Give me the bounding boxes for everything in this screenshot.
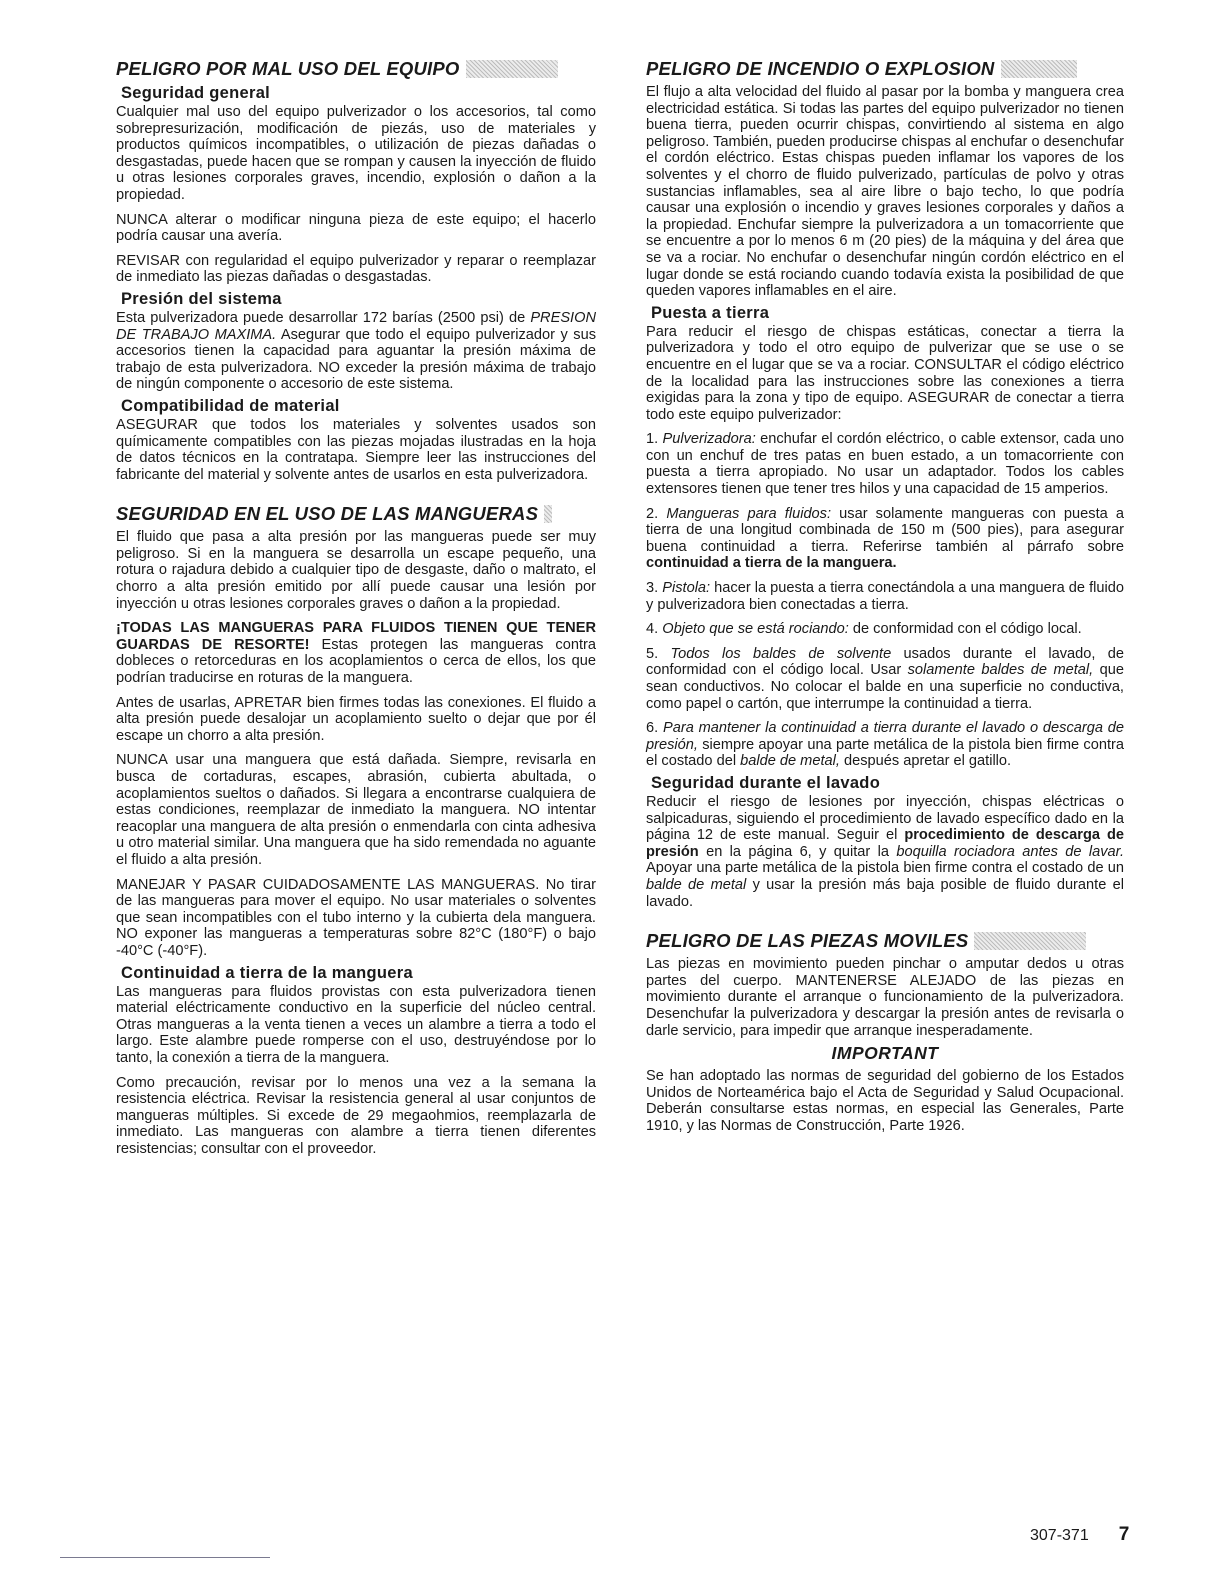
subheading-system-pressure: Presión del sistema (121, 289, 282, 308)
paragraph: Esta pulverizadora puede desarrollar 172 barías (2500 psi) de PRESION DE TRABAJO MAXIMA. Asegurar que todo el equipo pulverizador y sus accesorios tienen la capacidad para aguantar la presión máxima de trabajo de esta pulverizadora. NO exceder la presión máxima de trabajo de ningún componente o accesorio de este sistema. (116, 309, 597, 393)
section-title-moving-parts: PELIGRO DE LAS PIEZAS MOVILES (646, 930, 1124, 952)
paragraph: Antes de usarlas, APRETAR bien firmes todas las conexiones. El fluido a alta presión puede desalojar un acoplamiento suelto o dejar que por él escape un chorro a alta presión. (116, 694, 596, 744)
list-item: 5. Todos los baldes de solvente usados durante el lavado, de conformidad con el código local. Usar solamente baldes de metal, que sean conductivos. No colocar el balde en una superficie no conductiva, como papel o cartón, que interrumpe la continuidad a tierra. (646, 645, 1125, 712)
shaded-bar (974, 932, 1086, 950)
section-title-hoses: SEGURIDAD EN EL USO DE LAS MANGUERAS (116, 503, 596, 525)
left-column (116, 58, 596, 1165)
subheading-flushing-safety: Seguridad durante el lavado (651, 773, 881, 792)
page-number: 7 (1118, 1524, 1130, 1545)
section-title-fire: PELIGRO DE INCENDIO O EXPLOSION (646, 58, 1124, 80)
paragraph: ASEGURAR que todos los materiales y solventes usados son químicamente compatibles con las piezas mojadas ilustradas en la hoja de datos técnicos en la contratapa. Siempre leer las instrucciones del fabricante del material y solvente antes de usarlos en esta pulverizadora. (116, 416, 596, 483)
section-title-misuse: PELIGRO POR MAL USO DEL EQUIPO (116, 58, 596, 80)
list-item: 4. Objeto que se está rociando: de conformidad con el código local. (646, 621, 1082, 638)
paragraph: Las piezas en movimiento pueden pinchar o amputar dedos u otras partes del cuerpo. MANTENERSE ALEJADO de las piezas en movimiento durante el arranque o funcionamiento de la pulverizadora. Desenchufar la pulverizadora y descargar la presión antes de revisarla o darle servicio, para impedir que arranque inesperadamente. (646, 956, 1124, 1039)
document-number: 307-371 (1030, 1527, 1089, 1544)
paragraph: Cualquier mal uso del equipo pulverizador o los accesorios, tal como sobrepresurización, modificación de piezás, uso de materiales y productos químicos incompatibles, o utilización de piezas dañadas o desgastadas, puede hacen que se rompan y causen la inyección de fluido u otras lesiones corporales graves, incendio, explosión o dañon a la propiedad. (116, 104, 596, 203)
list-item: 2. Mangueras para fluidos: usar solamente mangueras con puesta a tierra de una longitud combinada de 150 m (500 pies), para asegurar buena continuidad a tierra. Referirse también al párrafo sobre continuidad a tierra de la manguera. (646, 505, 1124, 572)
paragraph: NUNCA alterar o modificar ninguna pieza de este equipo; el hacerlo podría causar una avería. (116, 211, 596, 245)
scan-marks (60, 1557, 270, 1558)
list-item: 1. Pulverizadora: enchufar el cordón eléctrico, o cable extensor, cada uno con un enchuf de tres patas en buen estado, a un tomacorriente con puesta a tierra apropiado. No usar un adaptador. Todos los cables extensores tienen que tener tres hilos y una capacidad de 15 amperios. (646, 431, 1124, 498)
subheading-material-compatibility: Compatibilidad de material (121, 396, 340, 415)
list-item: 3. Pistola: hacer la puesta a tierra conectándola a una manguera de fluido y pulverizadora bien conectadas a tierra. (646, 580, 1124, 613)
important-heading: IMPORTANT (831, 1043, 939, 1064)
list-item: 6. Para mantener la continuidad a tierra durante el lavado o descarga de presión, siempre apoyar una parte metálica de la pistola bien firme contra el costado del balde de metal, después apretar el gatillo. (646, 720, 1124, 770)
subheading-general-safety: Seguridad general (121, 84, 271, 102)
paragraph: El fluido que pasa a alta presión por las mangueras puede ser muy peligroso. Si en la manguera se desarrolla un escape pequeño, una rotura o rajadura debido a cualquier tipo de desgaste, daño o maltrato, el chorro a alta presión emitido por allí puede causar una lesión por inyección u otras lesiones corporales graves o dañon a la propiedad. (116, 529, 596, 612)
paragraph: Reducir el riesgo de lesiones por inyección, chispas eléctricas o salpicaduras, siguiendo el procedimiento de lavado específico dado en la página 12 de este manual. Seguir el procedimiento de descarga de presión en la página 6, y quitar la boquilla rociadora antes de lavar. Apoyar una parte metálica de la pistola bien firme contra el costado de un balde de metal y usar la presión más baja posible de fluido durante el lavado. (646, 793, 1125, 910)
right-column (646, 58, 1124, 1142)
paragraph: NUNCA usar una manguera que está dañada. Siempre, revisarla en busca de cortaduras, escapes, abrasión, cubierta abultada, o acoplamientos sueltos o dañados. Si llegara a encontrarse cualquiera de estas condiciones, reemplazar de inmediato la manguera. NO intentar reacoplar una manguera de alta presión o enmendarla con cinta adhesiva u otro material similar. Una manguera que ha sido remendada no aguante el fluido a alta presión. (116, 752, 596, 868)
paragraph: Se han adoptado las normas de seguridad del gobierno de los Estados Unidos de Norteamérica bajo el Acta de Seguridad y Salud Ocupacional. Deberán consultarse estas normas, en especial las Generales, Parte 1910, y las Normas de Construcción, Parte 1926. (646, 1068, 1124, 1134)
subheading-grounding: Puesta a tierra (651, 303, 770, 322)
subheading-hose-grounding: Continuidad a tierra de la manguera (121, 963, 413, 982)
page-footer (1030, 1524, 1129, 1546)
paragraph: Como precaución, revisar por lo menos una vez a la semana la resistencia eléctrica. Revisar la resistencia general al usar conjuntos de mangueras múltiples. Si excede de 29 megaohmios, reemplazarla de inmediato. Las mangueras con alambre a tierra tienen diferentes resistencias; consultar con el proveedor. (116, 1074, 596, 1157)
shaded-bar (466, 60, 558, 78)
paragraph: MANEJAR Y PASAR CUIDADOSAMENTE LAS MANGUERAS. No tirar de las mangueras para mover el equipo. No usar materiales o solventes que sean incompatibles con el tubo interno y la cubierta dela manguera. NO exponer las mangueras a temperaturas sobre 82°C (180°F) o bajo -40°C (-40°F). (116, 876, 596, 959)
paragraph: El flujo a alta velocidad del fluido al pasar por la bomba y manguera crea electricidad estática. Si todas las partes del equipo pulverizador no tienen buena tierra, pueden ocurrir chispas, convirtiendo al sistema en algo peligroso. También, pueden producirse chispas al enchufar o desenchufar el cordón eléctrico. Estas chispas pueden inflamar los vapores de los solventes y el chorro de fluido pulverizado, partículas de polvo y otras sustancias inflamables, sea al aire libre o bajo techo, lo que podría causar una explosión o incendio y graves lesiones corporales y daños a la propiedad. Enchufar siempre la pulverizadora a un tomacorriente que se encuentre a por lo menos 6 m (20 pies) de la máquina y del área que se va a rociar. No enchufar o desenchufar ningún cordón eléctrico en el lugar donde se está rociando cuando todavía exista la posibilidad de que queden vapores inflamables en el aire. (646, 84, 1124, 300)
paragraph: Para reducir el riesgo de chispas estáticas, conectar a tierra la pulverizadora y todo el otro equipo de pulverizar que se use o se encuentre en el lugar que se va a rociar. CONSULTAR el código eléctrico de la localidad para las instrucciones sobre las conexiones a tierra exigidas para la zona y tipo de equipo. ASEGURAR de conectar a tierra todo este equipo pulverizador: (646, 323, 1124, 423)
shaded-bar (544, 505, 552, 523)
paragraph: REVISAR con regularidad el equipo pulverizador y reparar o reemplazar de inmediato las piezas dañadas o desgastadas. (116, 252, 596, 286)
paragraph: ¡TODAS LAS MANGUERAS PARA FLUIDOS TIENEN QUE TENER GUARDAS DE RESORTE! Estas protegen las mangueras contra dobleces o retorceduras en los acoplamientos o cerca de ellos, los que podrían traducirse en roturas de la manguera. (116, 620, 596, 687)
paragraph: Las mangueras para fluidos provistas con esta pulverizadora tienen material eléctricamente conductivo en la superficie del núcleo central. Otras mangueras a la venta tienen a veces un alambre a tierra a todo el largo. Este alambre puede romperse con el uso, destruyéndose por lo tanto, la conexión a tierra de la manguera. (116, 983, 596, 1066)
shaded-bar (1001, 60, 1077, 78)
